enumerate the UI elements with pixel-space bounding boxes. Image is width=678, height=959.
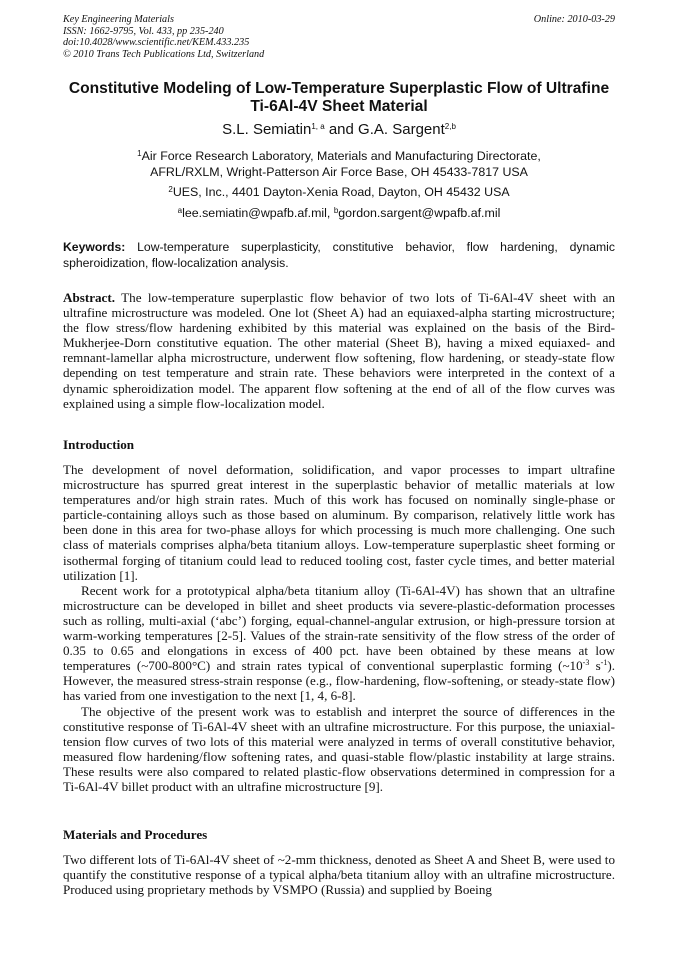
affiliation-2	[0, 185, 678, 201]
email-a-sup: a	[177, 206, 183, 215]
intro-p2-a: Recent work for a prototypical alpha/beta titanium alloy (Ti-6Al-4V) has shown that an ultrafine microstructure can be developed in billet and sheet products via severe-plastic-deformation processes such as rolling, multi-axial (‘abc’) forging, equal-channel-angular extrusion, or high-pressure torsion at warm-working temperatures [2-5]. Values of the strain-rate sensitivity of the flow stress of the order of 0.35 to 0.65 and elongations in excess of 400 pct. have been obtained by these means at low temperatures (~700-800°C) and strain rates typical of conventional superplastic forming (~10	[63, 582, 615, 674]
copyright-line: © 2010 Trans Tech Publications Ltd, Switzerland	[63, 48, 265, 60]
email-b-sup: b	[333, 206, 339, 215]
author-1-sup: 1, a	[311, 122, 325, 131]
intro-paragraph-1: The development of novel deformation, solidification, and vapor processes to impart ultrafine microstructure has spurred great interest in the superplastic behavior of metallic materials at low temperatures and/or high strain rates. Much of this work has focused on nominally single-phase or particle-containing alloys such as those based on aluminum. By comparison, relatively little work has been done in this area for two-phase alloys for which processing is much more challenging. One such class of materials comprises alpha/beta titanium alloys. Low-temperature superplastic sheet forming or isothermal forging of titanium could lead to reduced tooling cost, faster cycle times, and better material utilization [1].	[63, 462, 615, 583]
aff2-text: UES, Inc., 4401 Dayton-Xenia Road, Dayton, OH 45432 USA	[172, 185, 510, 199]
materials-heading: Materials and Procedures	[63, 827, 208, 842]
paper-title: Constitutive Modeling of Low-Temperature Superplastic Flow of Ultrafine Ti-6Al-4V Sheet Material	[68, 80, 610, 115]
issn-line: ISSN: 1662-9795, Vol. 433, pp 235-240	[63, 25, 224, 37]
intro-p2-b: s	[589, 658, 601, 674]
author-and: and	[324, 121, 359, 138]
intro-p2-sup2: -1	[600, 658, 608, 668]
introduction-heading: Introduction	[63, 437, 135, 452]
aff2-sup: 2	[168, 185, 173, 194]
keywords-label: Keywords:	[63, 240, 126, 254]
intro-paragraph-3: The objective of the present work was to establish and interpret the source of differences in the constitutive response of Ti-6Al-4V sheet with an ultrafine microstructure. For this purpose, the uniaxial-tension flow curves of two lots of this material were analyzed in terms of overall constitutive behavior, measured flow hardening/flow softening rates, and quasi-stable flow/plastic instability at large strains. These results were also compared to related plastic-flow observations determined in compression for a Ti-6Al-4V billet product with an ultrafine microstructure [9].	[63, 703, 615, 794]
online-date: Online: 2010-03-29	[533, 14, 615, 25]
abstract-text: The low-temperature superplastic flow behavior of two lots of Ti-6Al-4V sheet with an ultrafine microstructure was modeled. One lot (Sheet A) had an equiaxed-alpha starting microstructure; the flow stress/flow hardening exhibited by this material was explained on the basis of the Bird-Mukherjee-Dorn constitutive equation. The other material (Sheet B), having a mixed equiaxed- and remnant-lamellar alpha microstructure, underwent flow softening, flow hardening, or steady-state flow depending on test temperature and strain rate. These behaviors were interpreted in the context of a dynamic spheroidization model. The apparent flow softening at the end of all of the flow curves was explained using a simple flow-localization model.	[63, 290, 619, 411]
author-line	[0, 121, 678, 139]
author-1: S.L. Semiatin	[222, 121, 312, 138]
abstract-label: Abstract.	[63, 290, 115, 305]
email-a: lee.semiatin@wpafb.af.mil,	[182, 206, 334, 220]
doi-line: doi:10.4028/www.scientific.net/KEM.433.235	[63, 37, 250, 48]
materials-body	[63, 852, 615, 897]
keywords-text: Low-temperature superplasticity, constitutive behavior, flow hardening, dynamic spheroidization, flow-localization analysis.	[63, 240, 619, 270]
aff1-line1: Air Force Research Laboratory, Materials and Manufacturing Directorate,	[141, 149, 541, 163]
author-2: G.A. Sargent	[358, 121, 445, 138]
aff1-sup: 1	[137, 149, 142, 158]
materials-paragraph-1: Two different lots of Ti-6Al-4V sheet of ~2-mm thickness, denoted as Sheet A and Sheet B, were used to quantify the constitutive response of a typical alpha/beta titanium alloy with an ultrafine microstructure. Produced using proprietary methods by VSMPO (Russia) and supplied by Boeing	[63, 852, 615, 898]
journal-name: Key Engineering Materials	[63, 14, 174, 25]
abstract	[63, 290, 619, 411]
intro-p2-sup1: -3	[582, 658, 590, 668]
email-line	[0, 206, 678, 222]
intro-p2-c: ). However, the measured stress-strain response (e.g., flow-hardening, flow-softening, or steady-state flow) has varied from one investigation to the next [1, 4, 6-8].	[63, 658, 615, 704]
author-2-sup: 2,b	[444, 122, 456, 131]
keywords	[63, 240, 619, 271]
intro-paragraph-2	[63, 583, 615, 704]
aff1-line2: AFRL/RXLM, Wright-Patterson Air Force Base, OH 45433-7817 USA	[150, 164, 528, 179]
introduction-body	[63, 462, 615, 794]
email-b: gordon.sargent@wpafb.af.mil	[338, 206, 501, 220]
affiliation-1	[0, 149, 678, 180]
journal-header	[63, 14, 615, 60]
